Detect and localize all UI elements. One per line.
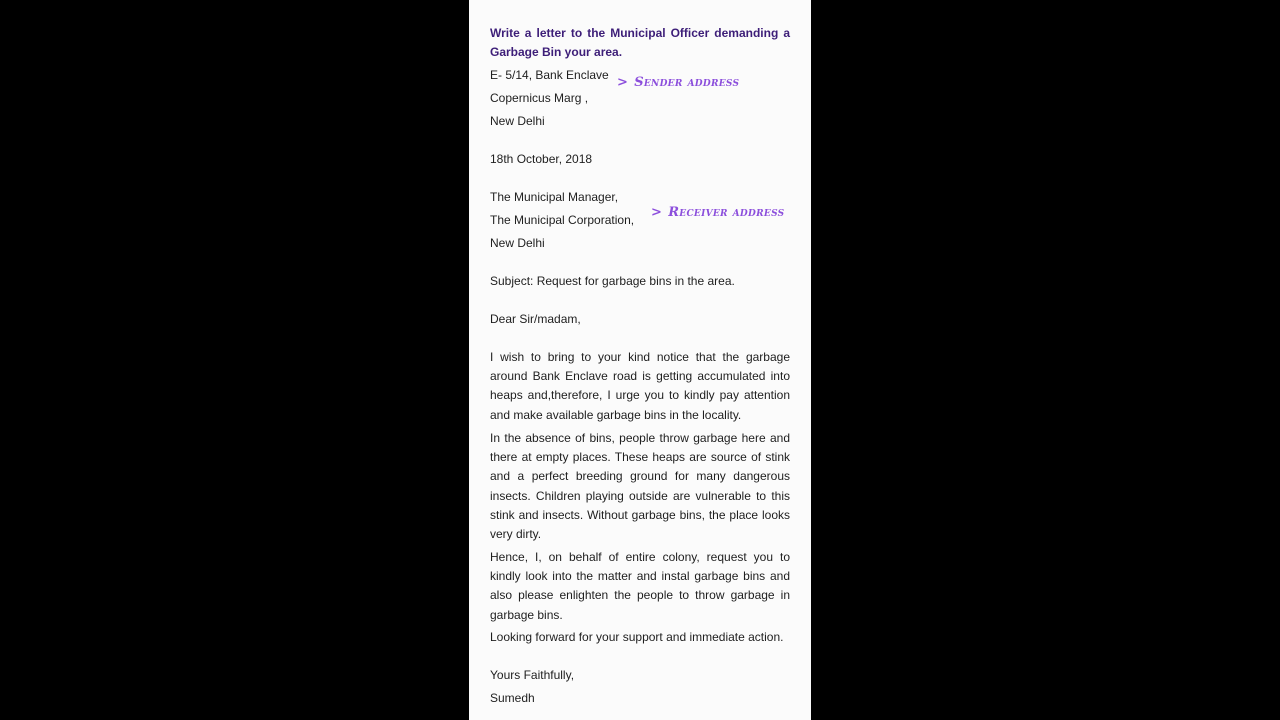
receiver-address-line-3: New Delhi (490, 236, 545, 250)
sender-address-annotation (617, 75, 739, 90)
letter-subject: Subject: Request for garbage bins in the area. (490, 274, 735, 288)
receiver-address-line-2: The Municipal Corporation, (490, 213, 635, 227)
sender-address-line-3: New Delhi (490, 114, 545, 128)
letter-salutation: Dear Sir/madam, (490, 312, 581, 326)
letter-closing: Yours Faithfully, (490, 668, 575, 682)
receiver-address-annotation (651, 205, 784, 220)
sender-address-label: Sender address (634, 75, 740, 90)
sender-address-line-2: Copernicus Marg , (490, 91, 589, 105)
sender-address-line-1: E- 5/14, Bank Enclave (490, 68, 609, 82)
receiver-address-label: Receiver address (668, 205, 785, 220)
letter-title: Write a letter to the Municipal Officer demanding a Garbage Bin your area. (490, 26, 790, 59)
body-paragraph-1: I wish to bring to your kind notice that the garbage around Bank Enclave road is getting accumulated into heaps and,therefore, I urge you to kindly pay attention and make available garbage bins in the locality. (490, 350, 790, 422)
body-paragraph-3: Hence, I, on behalf of entire colony, request you to kindly look into the matter and instal garbage bins and also please enlighten the people to throw garbage in garbage bins. (490, 550, 790, 622)
receiver-address-line-1: The Municipal Manager, (490, 190, 619, 204)
arrow-icon: > (617, 75, 629, 90)
body-paragraph-2: In the absence of bins, people throw garbage here and there at empty places. These heaps are source of stink and a perfect breeding ground for many dangerous insects. Children playing outside are vulnerable to this stink and insects. Without garbage bins, the place looks very dirty. (490, 431, 790, 542)
body-paragraph-4: Looking forward for your support and immediate action. (490, 630, 784, 644)
letter-date: 18th October, 2018 (490, 152, 593, 166)
letter-signature: Sumedh (490, 691, 535, 705)
letter-page (469, 0, 811, 720)
arrow-icon: > (651, 205, 663, 220)
